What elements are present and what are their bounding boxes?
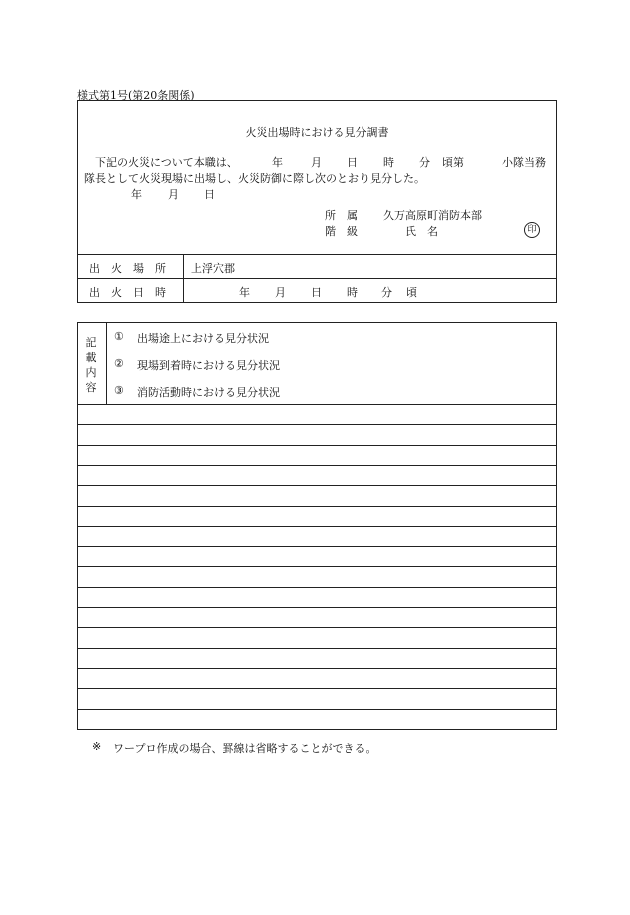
ruled-line [77,688,557,689]
ruled-line [77,485,557,486]
affiliation-value: 久万高原町消防本部 [383,209,482,222]
ruled-line [77,506,557,507]
intro-text: 下記の火災について本職は、 [95,156,238,169]
fire-datetime-label: 出 火 日 時 [89,286,166,299]
contents-label-char: 内 [85,366,97,379]
fire-datetime-minute: 分 [381,286,392,299]
divider-line [183,254,184,303]
ruled-line [77,465,557,466]
ruled-line [77,607,557,608]
date-year: 年 [131,188,142,201]
date-month: 月 [168,188,179,201]
contents-label-char: 容 [85,381,97,394]
date-day: 日 [204,188,215,201]
form-number: 様式第1号(第20条関係) [77,89,195,102]
fire-location-label: 出 火 場 所 [89,262,166,275]
item-number: ① [114,330,124,343]
item-number: ② [114,357,124,370]
ruled-line [77,404,557,405]
ruled-line [77,526,557,527]
ruled-line [77,566,557,567]
item-text: 現場到着時における見分状況 [137,359,280,372]
fire-datetime-hour: 時 [347,286,358,299]
intro-hour: 時 [383,156,394,169]
seal-mark: 印 [524,222,540,238]
footnote-mark: ※ [92,740,102,753]
fire-datetime-month: 月 [275,286,286,299]
name-label: 氏 名 [405,225,438,238]
ruled-line [77,424,557,425]
ruled-line [77,587,557,588]
fire-datetime-year: 年 [239,286,250,299]
ruled-line [77,445,557,446]
affiliation-label: 所 属 [325,209,358,222]
item-text: 出場途上における見分状況 [137,332,269,345]
divider-line [106,322,107,404]
footnote-text: ワープロ作成の場合、罫線は省略することができる。 [113,742,377,755]
intro-year: 年 [272,156,283,169]
divider-line [77,278,557,279]
item-number: ③ [114,384,124,397]
divider-line [77,254,557,255]
fire-datetime-day: 日 [311,286,322,299]
intro-month: 月 [311,156,322,169]
intro-goro-dai: 頃第 [442,156,464,169]
intro-text-line2: 隊長として火災現場に出場し、火災防御に際し次のとおり見分した。 [84,172,425,185]
ruled-line [77,546,557,547]
fire-datetime-goro: 頃 [406,286,417,299]
fire-location-value: 上浮穴郡 [191,262,235,275]
ruled-line [77,648,557,649]
intro-day: 日 [347,156,358,169]
contents-label-char: 載 [85,351,97,364]
rank-label: 階 級 [325,225,358,238]
intro-minute: 分 [419,156,430,169]
contents-label-char: 記 [85,336,97,349]
intro-platoon: 小隊当務 [502,156,546,169]
document-title: 火災出場時における見分調書 [245,126,389,139]
ruled-line [77,709,557,710]
ruled-line [77,627,557,628]
ruled-line [77,668,557,669]
item-text: 消防活動時における見分状況 [137,386,280,399]
